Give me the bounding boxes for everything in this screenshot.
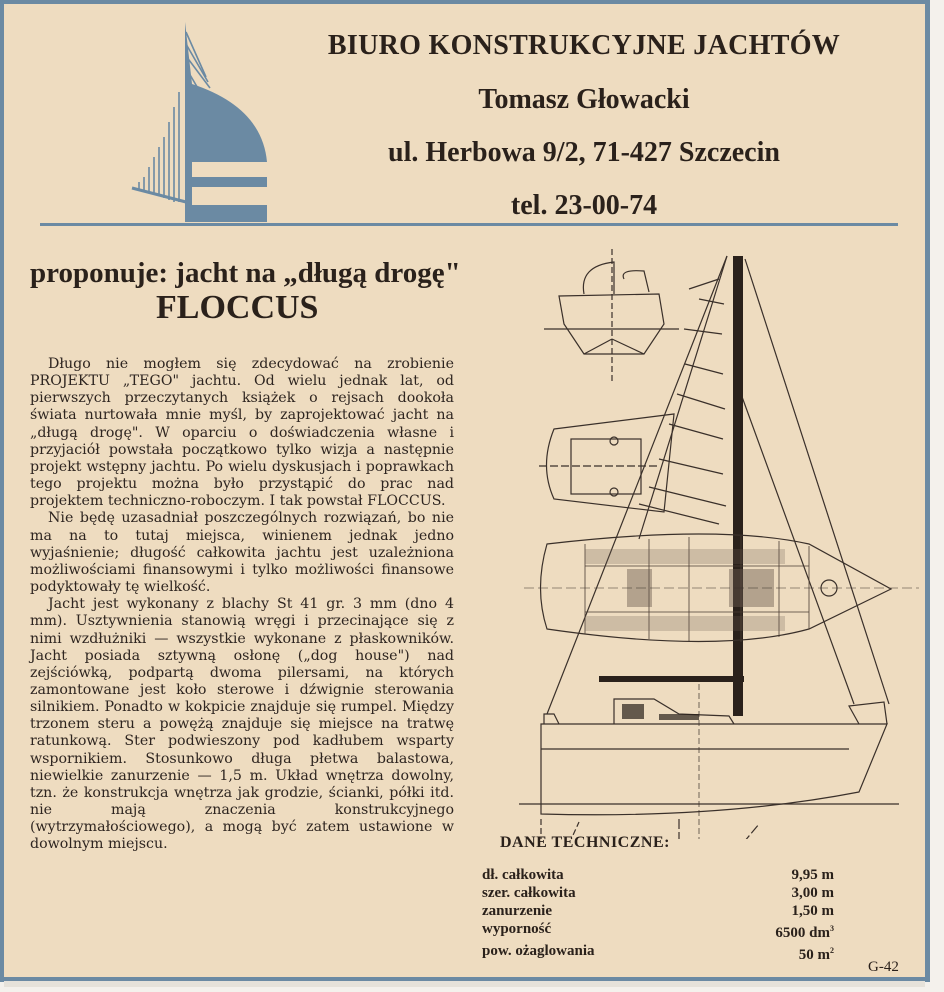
- page-code: G-42: [868, 959, 899, 975]
- spec-row: [482, 920, 842, 942]
- boom: [599, 676, 744, 682]
- phone-number: tel. 23-00-74: [510, 190, 658, 221]
- spec-value: 3,00 m: [791, 885, 834, 901]
- spec-label: wyporność: [482, 921, 552, 937]
- specs-table: [482, 866, 842, 964]
- spec-row: [482, 942, 842, 964]
- mast: [733, 256, 743, 716]
- designer-name: Tomasz Głowacki: [478, 84, 690, 115]
- sailboat-logo-icon: [122, 22, 272, 227]
- spec-value: 9,95 m: [791, 867, 834, 883]
- article-body: [30, 356, 454, 854]
- spec-label: zanurzenie: [482, 903, 552, 919]
- yacht-technical-drawing: [519, 244, 929, 839]
- yacht-name: FLOCCUS: [156, 289, 319, 326]
- article-paragraph: Jacht jest wykonany z blachy St 41 gr. 3 mm (dno 4 mm). Usztywnienia stanowią wręgi i przecinające się z nimi wzdłużniki — wszystkie wykonane z płaskowników. Jacht posiada sztywną osłonę („dog house") nad zejściówką, podpartą dwoma pilersami, na których zamontowane jest koło sterowe i dźwignie sterowania silnikiem. Ponadto w kokpicie znajduje się rumpel. Między trzonem steru a powężą znajduje się miejsce na tratwę ratunkową. Ster podwieszony pod kadłubem wsparty wspornikiem. Stosunkowo długa płetwa balastowa, niewielkie zanurzenie — 1,5 m. Układ wnętrza dowolny, tzn. że konstrukcja wnętrza jak grodzie, ścianki, półki itd. nie mają znaczenia konstrukcyjnego (wytrzymałościowego), a mogą być zatem ustawione w dowolnym miejscu.: [30, 596, 454, 853]
- spec-row: [482, 902, 842, 920]
- article-paragraph: Długo nie mogłem się zdecydować na zrobienie PROJEKTU „TEGO" jachtu. Od wielu jednak lat, od pierwszych przeczytanych książek o rejsach dookoła świata nurtowała mnie myśl, by zaprojektować jacht na „długą drogę". W oparciu o doświadczenia własne i przyjaciół powstała początkowo tylko wizja a następnie projekt wstępny jachtu. Po wielu dyskusjach i poprawkach tego projektu można było przystąpić do prac nad projektem techniczno-roboczym. I tak powstał FLOCCUS.: [30, 356, 454, 510]
- deck-plan-view: [539, 414, 674, 512]
- specs-heading: DANE TECHNICZNE:: [500, 834, 670, 851]
- spec-row: [482, 884, 842, 902]
- spec-label: szer. całkowita: [482, 885, 576, 901]
- jib-sail-outline: [547, 256, 727, 714]
- header-divider: [40, 223, 898, 226]
- stern-section-view: [544, 249, 679, 384]
- spec-value: 6500 $dm^3$: [775, 924, 834, 941]
- spec-label: dł. całkowita: [482, 867, 564, 883]
- spec-row: [482, 866, 842, 884]
- spec-label: pow. ożaglowania: [482, 943, 595, 959]
- article-paragraph: Nie będę uzasadniał poszczególnych rozwiązań, bo nie ma na to tutaj miejsca, winienem jednak jedno wyjaśnienie; długość całkowita jachtu jest uzależniona możliwościami finansowymi i tylko możliwości finansowe podyktowały tę wielkość.: [30, 510, 454, 596]
- hull-profile: [519, 684, 899, 839]
- spec-value: 50 $m^2$: [798, 946, 834, 963]
- spec-value: 1,50 m: [791, 903, 834, 919]
- logo-sail-shape: [185, 22, 267, 222]
- address: ul. Herbowa 9/2, 71-427 Szczecin: [388, 137, 780, 168]
- interior-plan-view: [524, 534, 919, 642]
- article-headline: proponuje: jacht na „długą drogę": [30, 257, 461, 289]
- company-name: BIURO KONSTRUKCYJNE JACHTÓW: [327, 30, 841, 61]
